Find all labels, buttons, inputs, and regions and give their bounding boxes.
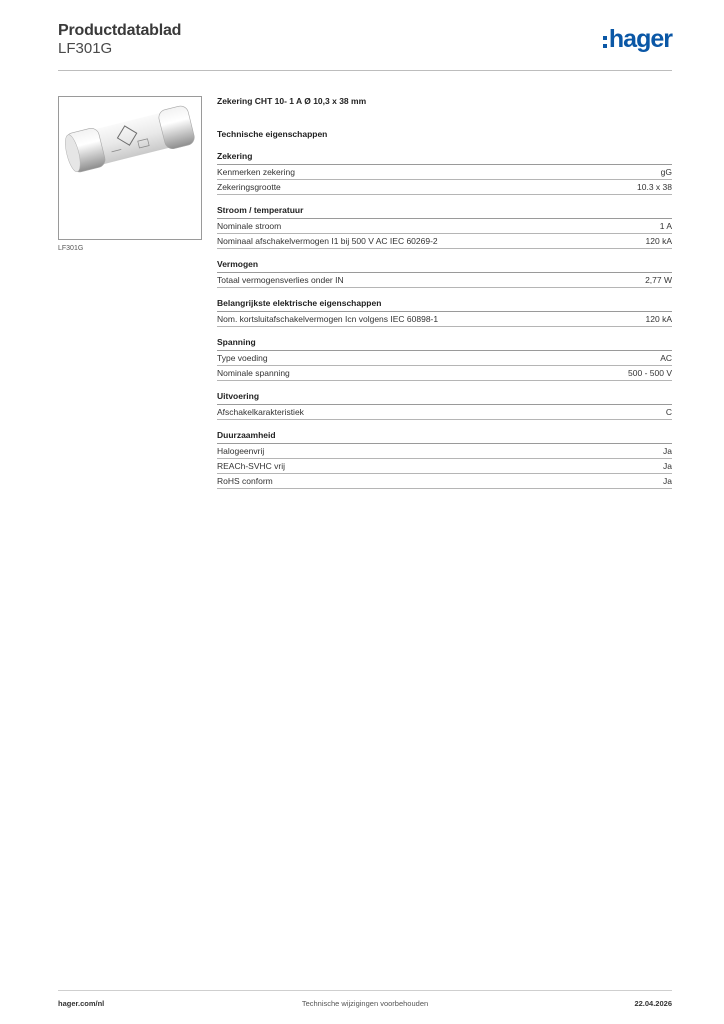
property-value: gG [660,167,672,177]
section-zekering [217,151,672,195]
property-label: Nom. kortsluitafschakelvermogen Icn volgens IEC 60898-1 [217,314,439,324]
property-row [217,474,672,489]
section-title: Duurzaamheid [217,430,672,444]
property-row [217,219,672,234]
property-row [217,444,672,459]
property-value: C [665,407,672,417]
property-row [217,366,672,381]
logo-colon-icon [603,36,607,48]
property-row [217,165,672,180]
property-value: 1 A [659,221,672,231]
property-row [217,312,672,327]
property-value: AC [660,353,672,363]
section-title: Belangrijkste elektrische eigenschappen [217,298,672,312]
footer-date: 22.04.2026 [634,999,672,1008]
page-header [58,22,672,71]
logo-text: hager [608,25,672,53]
property-label: Halogeenvrij [217,446,265,456]
image-caption: LF301G [58,245,84,252]
property-label: REACh-SVHC vrij [217,461,286,471]
section-title: Zekering [217,151,672,165]
property-row [217,234,672,249]
technical-properties-heading: Technische eigenschappen [217,129,328,139]
section-title: Vermogen [217,259,672,273]
section-spanning [217,337,672,381]
property-label: Kenmerken zekering [217,167,295,177]
hager-logo [603,26,672,52]
section-vermogen [217,259,672,288]
property-label: Totaal vermogensverlies onder IN [217,275,344,285]
section-elektrische-eigenschappen [217,298,672,327]
product-title: Zekering CHT 10- 1 A Ø 10,3 x 38 mm [217,96,367,106]
property-label: Nominale spanning [217,368,290,378]
section-uitvoering [217,391,672,420]
property-row [217,459,672,474]
property-label: Nominaal afschakelvermogen I1 bij 500 V AC IEC 60269-2 [217,236,438,246]
property-value: 10.3 x 38 [637,182,672,192]
property-label: Zekeringsgrootte [217,182,281,192]
section-stroom-temperatuur [217,205,672,249]
footer-website-link[interactable]: hager.com/nl [58,999,105,1008]
property-row [217,405,672,420]
section-title: Spanning [217,337,672,351]
product-code: LF301G [58,40,113,57]
section-title: Stroom / temperatuur [217,205,672,219]
property-row [217,351,672,366]
property-value: 120 kA [645,236,672,246]
section-title: Uitvoering [217,391,672,405]
page-footer [58,990,672,1008]
cartridge-fuse-image [59,97,201,239]
property-value: Ja [663,446,672,456]
property-label: Type voeding [217,353,268,363]
property-value: 500 - 500 V [628,368,672,378]
property-row [217,180,672,195]
document-title: Productdatablad [58,22,182,39]
product-details [217,96,672,489]
property-row [217,273,672,288]
product-image [58,96,202,240]
property-value: 2,77 W [645,275,672,285]
property-value: Ja [663,461,672,471]
property-label: Afschakelkarakteristiek [217,407,304,417]
property-value: Ja [663,476,672,486]
property-label: RoHS conform [217,476,273,486]
property-value: 120 kA [645,314,672,324]
footer-disclaimer: Technische wijzigingen voorbehouden [301,999,429,1008]
property-label: Nominale stroom [217,221,282,231]
section-duurzaamheid [217,430,672,489]
